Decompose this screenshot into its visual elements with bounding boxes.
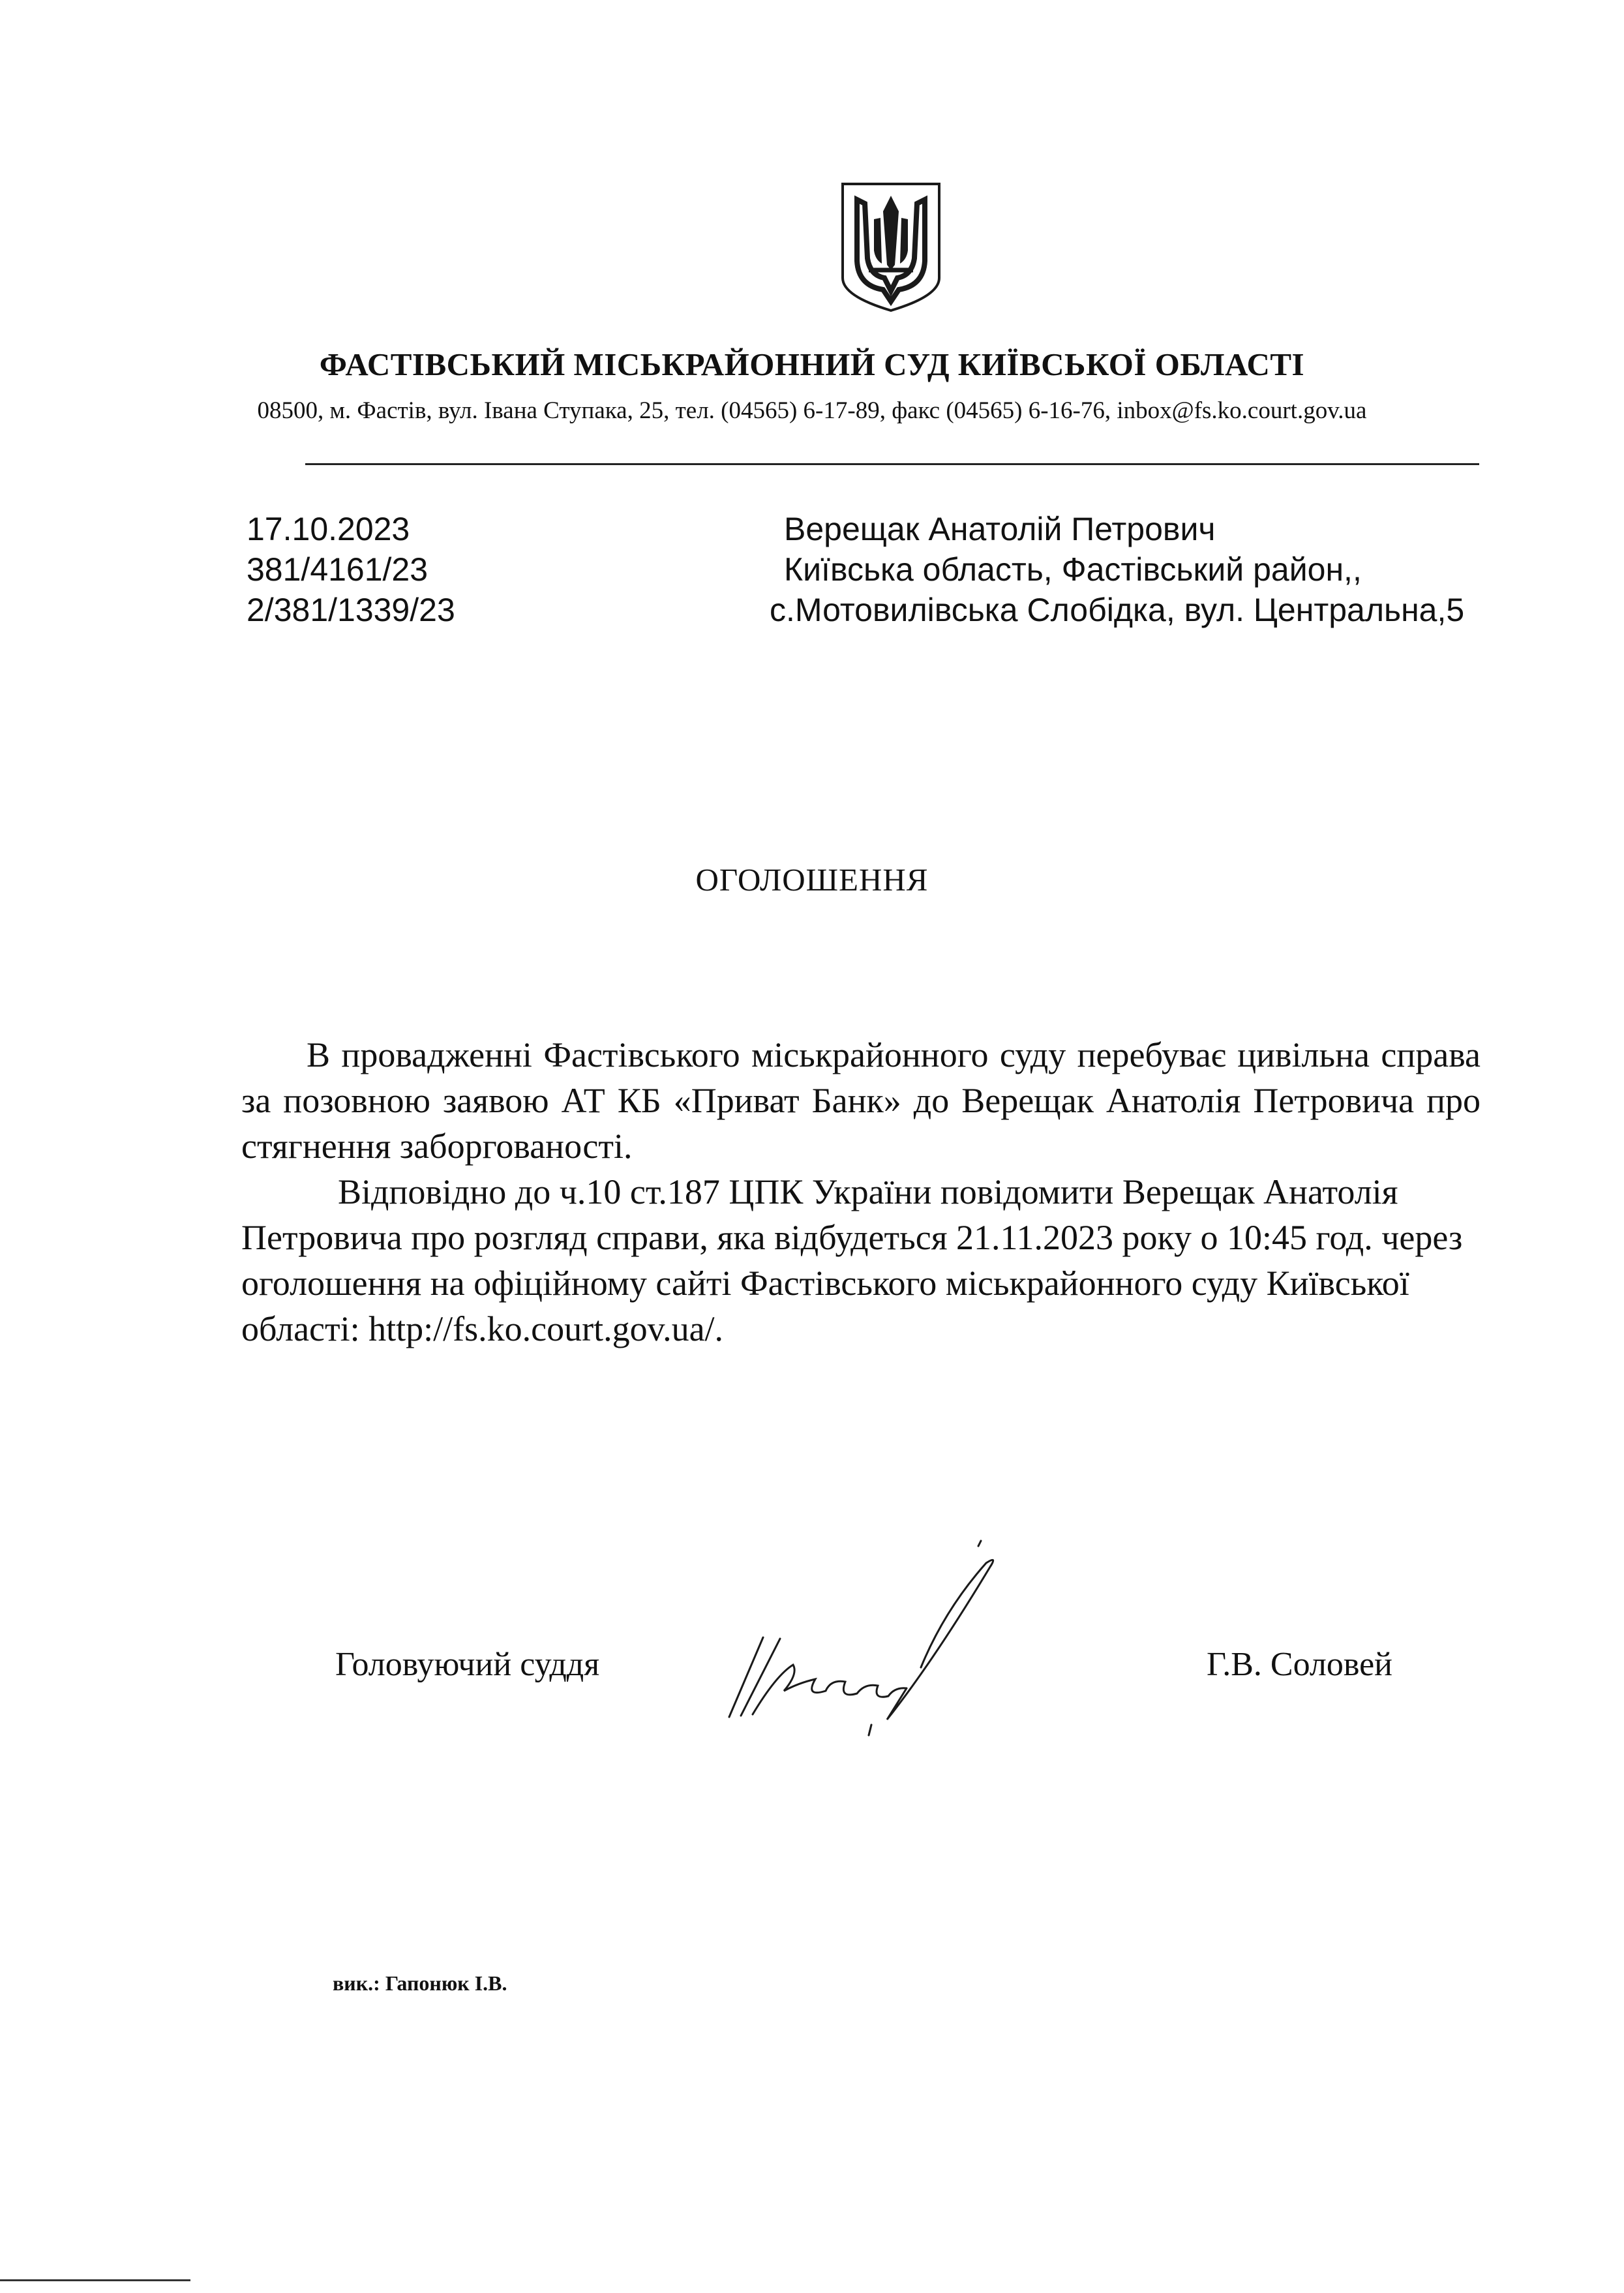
recipient-street: с.Мотовилівська Слобідка, вул. Центральна,5 [770,592,1465,628]
notice-paragraph-2: Відповідно до ч.10 ст.187 ЦПК України повідомити Верещак Анатолія Петровича про розгляд справи, яка відбудеться 21.11.2023 року о 10:45 год. через оголошення на офіційному сайті Фастівського міськрайонного суду Київської області: http://fs.ko.court.gov.ua/. [241,1172,1463,1348]
trident-icon [839,180,943,314]
recipient-name: Верещак Анатолій Петрович [784,511,1216,547]
judge-title: Головуючий суддя [335,1646,600,1683]
recipient-region: Київська область, Фастівський район,, [784,551,1362,588]
court-address: 08500, м. Фастів, вул. Івана Ступака, 25, тел. (04565) 6-17-89, факс (04565) 6-16-76, inbox@fs.ko.court.gov.ua [257,397,1367,424]
judge-name: Г.В. Соловей [1207,1646,1392,1683]
footer-divider [0,2279,190,2281]
notice-paragraph-1: В провадженні Фастівського міськрайонного суду перебуває цивільна справа за позовною заявою АТ КБ «Приват Банк» до Верещак Анатолія Петровича про стягнення заборгованості. [241,1035,1481,1166]
case-number: 2/381/1339/23 [247,592,455,628]
outgoing-number: 381/4161/23 [247,551,429,588]
court-name: ФАСТІВСЬКИЙ МІСЬКРАЙОННИЙ СУД КИЇВСЬКОЇ ОБЛАСТІ [319,346,1305,382]
document-date: 17.10.2023 [247,511,410,547]
notice-title: ОГОЛОШЕННЯ [695,862,929,898]
header-divider [305,463,1479,465]
signature [717,1540,1083,1755]
executor-note: вик.: Гапонюк І.В. [333,1971,507,1995]
